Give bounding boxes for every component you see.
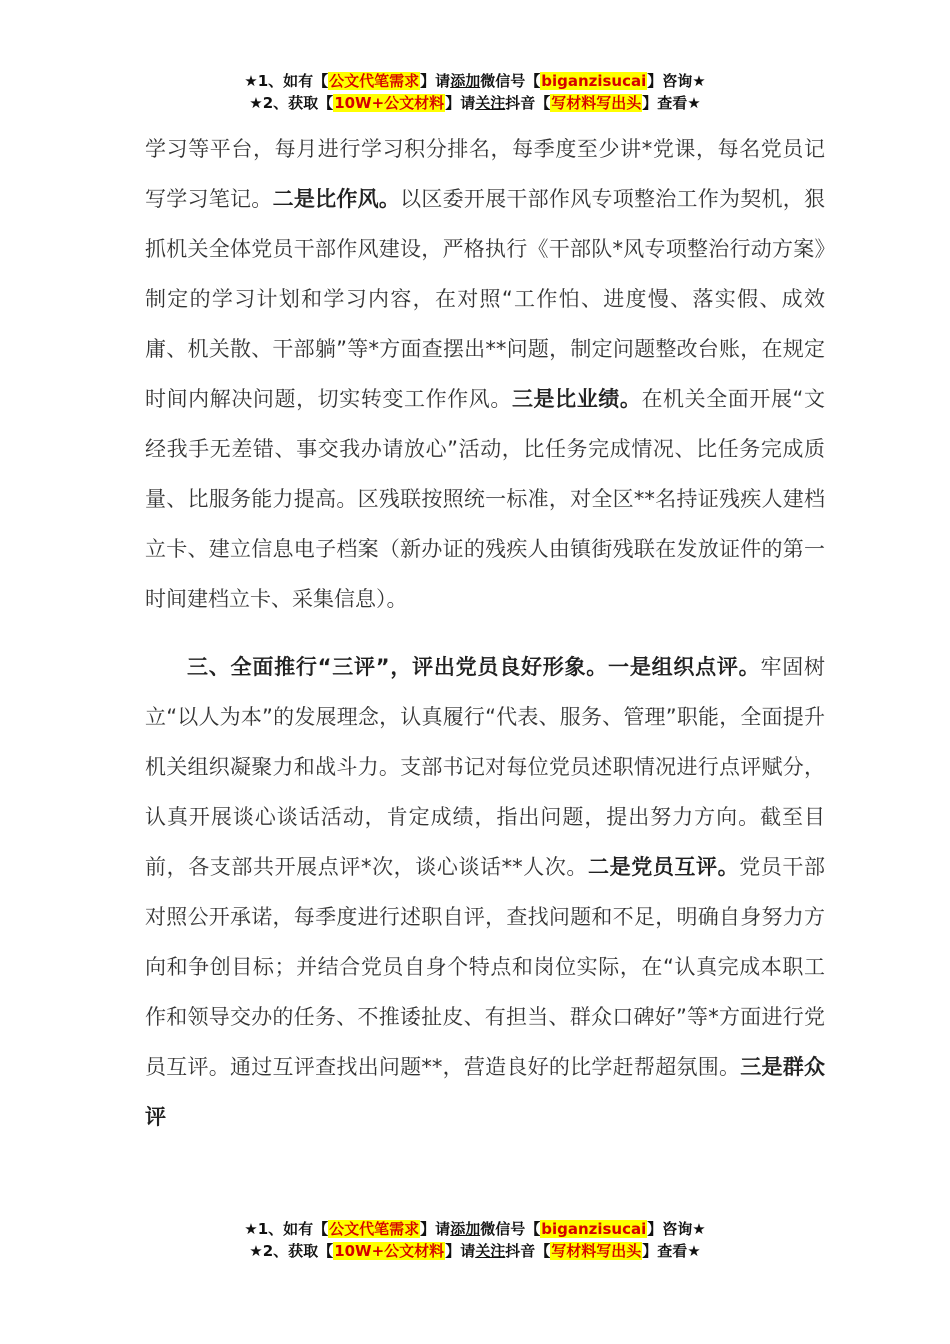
- paragraph-text: 在机关全面开展“文经我手无差错、事交我办请放心”活动，比任务完成情况、比任务完成质量、比服务能力提高。区残联按照统一标准，对全区**名持证残疾人建档立卡、建立信息电子档案（新办证的残疾人由镇街残联在发放证件的第一时间建档立卡、采集信息）。: [145, 387, 826, 611]
- paragraph-text: 牢固树立“以人为本”的发展理念，认真履行“代表、服务、管理”职能，全面提升机关组织凝聚力和战斗力。支部书记对每位党员述职情况进行点评赋分，认真开展谈心谈话活动，肯定成绩，指出问题，提出努力方向。截至目前，各支部共开展点评*次，谈心谈话**人次。: [145, 655, 825, 879]
- highlight-wechat-id: biganzisucai: [541, 72, 647, 90]
- paragraph-text: 学习等平台，每月进行学习积分排名，每季度至少讲*党课，每名党员记写学习笔记。: [145, 137, 825, 211]
- banner-line-1: [0, 1218, 950, 1240]
- banner-text: 抖音【: [505, 94, 551, 112]
- banner-text: 】查看★: [642, 1242, 701, 1260]
- highlight-douyin-id: 写材料写出头: [551, 94, 642, 112]
- document-body: [145, 124, 825, 1142]
- banner-underlined: 关注: [475, 1242, 506, 1260]
- banner-line-1: [0, 70, 950, 92]
- highlight-service: 公文代笔需求: [329, 1220, 420, 1238]
- banner-text: 抖音【: [505, 1242, 551, 1260]
- banner-text: 】查看★: [642, 94, 701, 112]
- banner-text: ★1、如有【: [244, 1220, 329, 1238]
- banner-text: 】请: [445, 1242, 476, 1260]
- banner-text: 】请: [420, 72, 451, 90]
- banner-text: 】请: [445, 94, 476, 112]
- banner-underlined: 添加: [450, 1220, 481, 1238]
- banner-underlined: 添加: [450, 72, 481, 90]
- banner-text: 】咨询★: [647, 1220, 706, 1238]
- bold-heading: 二是党员互评。: [588, 855, 740, 879]
- highlight-wechat-id: biganzisucai: [541, 1220, 647, 1238]
- highlight-materials: 10W+公文材料: [334, 1242, 445, 1260]
- banner-line-2: [0, 1240, 950, 1262]
- highlight-service: 公文代笔需求: [329, 72, 420, 90]
- banner-line-2: [0, 92, 950, 114]
- banner-text: ★1、如有【: [244, 72, 329, 90]
- banner-text: 微信号【: [480, 72, 541, 90]
- banner-text: 微信号【: [480, 1220, 541, 1238]
- paragraph-1: [145, 124, 825, 624]
- paragraph-text: 党员干部对照公开承诺，每季度进行述职自评，查找问题和不足，明确自身努力方向和争创目标；并结合党员自身个特点和岗位实际，在“认真完成本职工作和领导交办的任务、不推诿扯皮、有担当、群众口碑好”等*方面进行党员互评。通过互评查找出问题**，营造良好的比学赶帮超氛围。: [145, 855, 826, 1079]
- highlight-materials: 10W+公文材料: [334, 94, 445, 112]
- section-heading: 三、全面推行“三评”，评出党员良好形象。一是组织点评。: [187, 655, 761, 679]
- header-banner: [0, 70, 950, 114]
- bold-heading: 三是比业绩。: [511, 387, 642, 411]
- paragraph-text: 以区委开展干部作风专项整治工作为契机，狠抓机关全体党员干部作风建设，严格执行《干部队*风专项整治行动方案》制定的学习计划和学习内容，在对照“工作怕、进度慢、落实假、成效庸、机关散、干部躺”等*方面查摆出**问题，制定问题整改台账，在规定时间内解决问题，切实转变工作作风。: [145, 187, 826, 411]
- banner-text: 】请: [420, 1220, 451, 1238]
- bold-heading: 二是比作风。: [272, 187, 401, 211]
- banner-text: 】咨询★: [647, 72, 706, 90]
- highlight-douyin-id: 写材料写出头: [551, 1242, 642, 1260]
- banner-text: ★2、获取【: [249, 1242, 334, 1260]
- footer-banner: [0, 1218, 950, 1262]
- banner-text: ★2、获取【: [249, 94, 334, 112]
- banner-underlined: 关注: [475, 94, 506, 112]
- bold-heading: 三是群众评: [145, 1055, 826, 1129]
- paragraph-2: [145, 642, 825, 1142]
